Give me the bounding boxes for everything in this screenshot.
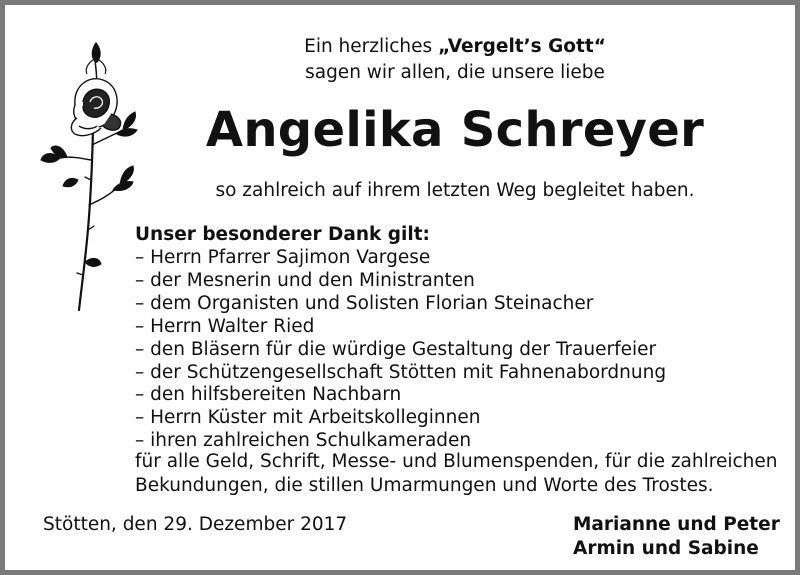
closing-paragraph <box>135 450 778 498</box>
thanks-item: – Herrn Küster mit Arbeitskolleginnen <box>135 407 481 429</box>
followed-line: so zahlreich auf ihrem letzten Weg begleitet haben. <box>215 180 695 201</box>
closing-line: Bekundungen, die stillen Umarmungen und Worte des Trostes. <box>135 475 714 496</box>
signature-line: Marianne und Peter <box>573 514 780 535</box>
thanks-item: – dem Organisten und Solisten Florian Steinacher <box>135 292 594 314</box>
rose-icon <box>35 30 145 315</box>
intro-line-2: sagen wir allen, die unsere liebe <box>305 62 605 83</box>
thanks-item: – den Bläsern für die würdige Gestaltung der Trauerfeier <box>135 338 657 360</box>
signatures <box>573 513 780 561</box>
intro-highlight: „Vergelt’s Gott“ <box>438 36 606 57</box>
place-date: Stötten, den 29. Dezember 2017 <box>43 514 348 535</box>
closing-line: für alle Geld, Schrift, Messe- und Blumenspenden, für die zahlreichen <box>135 451 778 472</box>
thanks-heading: Unser besonderer Dank gilt: <box>135 224 430 245</box>
thanks-item: – der Schützengesellschaft Stötten mit Fahnenabordnung <box>135 361 667 383</box>
intro-line <box>175 35 735 59</box>
intro-prefix: Ein herzliches <box>304 36 433 57</box>
deceased-name: Angelika Schreyer <box>205 102 705 158</box>
thanks-item: – Herrn Walter Ried <box>135 315 315 337</box>
thanks-item: – Herrn Pfarrer Sajimon Vargese <box>135 247 431 268</box>
thanks-item: – ihren zahlreichen Schulkameraden <box>135 430 472 452</box>
thanks-item: – den hilfsbereiten Nachbarn <box>135 384 402 406</box>
signature-line: Armin und Sabine <box>573 538 759 559</box>
thanks-item: – der Mesnerin und den Ministranten <box>135 269 475 291</box>
thanks-list <box>135 247 666 453</box>
